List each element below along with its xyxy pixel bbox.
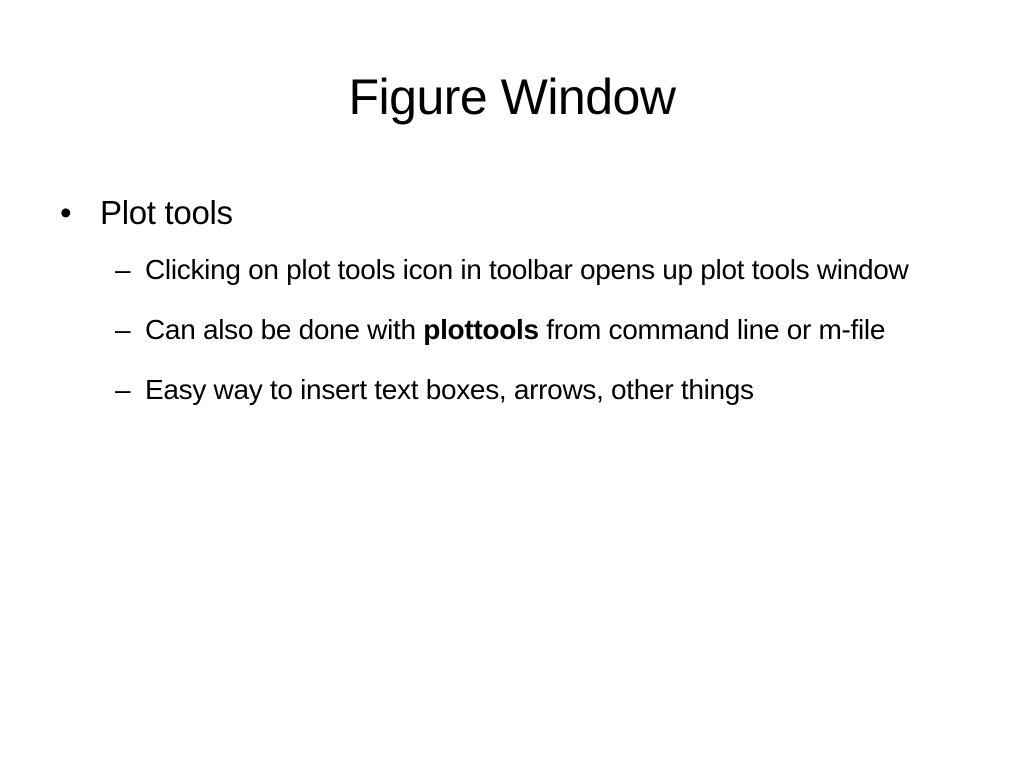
sub-bullet-marker: – <box>115 314 131 345</box>
bullet-plot-tools <box>60 190 970 236</box>
sub-bullet-insert <box>60 368 970 412</box>
sub-bullet-command-line <box>60 308 970 352</box>
sub-bullet-marker: – <box>115 374 131 405</box>
sub-bullet-text: Easy way to insert text boxes, arrows, other things <box>145 374 754 405</box>
plottools-keyword: plottools <box>423 314 539 345</box>
sub-bullet-marker: – <box>115 254 131 285</box>
sub-bullet-text-after: from command line or m-file <box>538 314 886 345</box>
bullet-text: Plot tools <box>100 194 233 231</box>
sub-bullet-toolbar <box>60 248 970 292</box>
slide-title: Figure Window <box>348 69 676 125</box>
sub-bullet-list <box>60 248 970 412</box>
slide-content <box>60 190 970 428</box>
sub-bullet-text: Clicking on plot tools icon in toolbar opens up plot tools window <box>145 254 909 285</box>
sub-bullet-text-before: Can also be done with <box>145 314 424 345</box>
bullet-marker: • <box>60 194 72 231</box>
